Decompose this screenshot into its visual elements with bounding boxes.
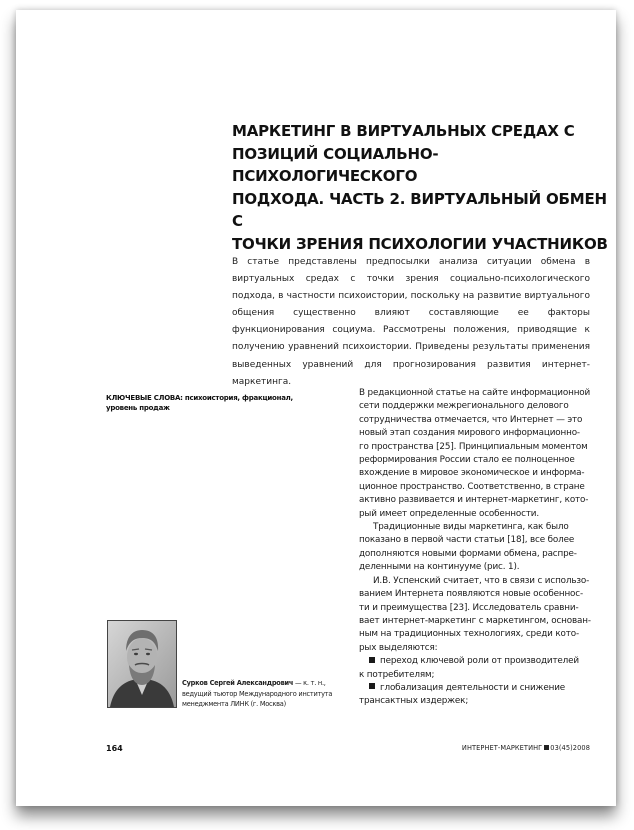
issue-number: 03(45)2008 [550,744,590,752]
body-line-text: к потребителям; [359,669,435,680]
body-line-text: трансактных издержек; [359,696,469,707]
body-line-text: рых выделяются: [359,642,438,653]
journal-page [16,10,616,806]
author-photo [107,620,177,708]
body-line-text: реформирования России стало ее полноценное [359,455,575,466]
article-body [359,387,595,709]
body-line-text: вает интернет-маркетинг с маркетингом, основан- [359,615,591,626]
body-line [359,534,595,547]
author-name: Сурков Сергей Александрович [182,679,294,687]
body-line-text: новый этап создания мирового информационно- [359,428,580,439]
body-line [359,602,595,615]
body-line [359,427,595,440]
body-line-text: рый имеет определенные особенности. [359,508,540,519]
body-line-text: ным на традиционных технологиях, среди кото- [359,629,580,640]
body-line-text: дополняются новыми формами обмена, распре- [359,548,577,559]
body-line-text: вхождение в мировое экономическое и информа- [359,468,585,479]
body-line-text: деленными на континууме (рис. 1). [359,562,520,573]
square-bullet-icon [544,745,549,750]
body-line-text: показано в первой части статьи [18], все более [359,535,575,546]
body-line-text: ванием Интернета появляются новые особеннос- [359,589,584,600]
body-line [359,467,595,480]
body-line [359,481,595,494]
body-line [359,454,595,467]
body-bullet-line [359,682,595,695]
body-line-text: го пространства [25]. Принципиальным моментом [359,441,588,452]
body-line [359,521,595,534]
square-bullet-icon [369,657,375,663]
body-line [359,494,595,507]
article-abstract: В статье представлены предпосылки анализа ситуации обмена в виртуальных средах с точки зрения социально-психологического подхода, в частности психоистории, поскольку на развитие виртуального общения существенно влияют составляющие ее факторы функционирования социума. Рассмотрены положения, приводящие к получению уравнений психоистории. Приведены результаты применения выведенных уравнений для прогнозирования развития интернет-маркетинга. [232,257,590,387]
running-footer [462,744,590,752]
body-line-text: активно развивается и интернет-маркетинг, кото- [359,495,589,506]
body-line-text: сети поддержки межрегионального делового [359,401,569,412]
body-line-text: В редакционной статье на сайте информационной [359,388,591,398]
body-line [359,561,595,574]
body-line [359,695,595,708]
body-line [359,628,595,641]
body-line [359,615,595,628]
body-line-text: И.В. Успенский считает, что в связи с использо- [373,575,590,586]
body-line-text: сотрудничества отмечается, что Интернет — это [359,414,583,425]
author-description: — к. т. н., ведущий тьютор Международного института менеджмента ЛИНК (г. Москва) [182,679,333,708]
body-line [359,642,595,655]
keywords-label: КЛЮЧЕВЫЕ СЛОВА: [106,394,183,402]
body-line-text: ционное пространство. Соответственно, в стране [359,481,585,492]
page-number: 164 [106,744,123,753]
keywords [106,393,326,413]
body-line [359,400,595,413]
body-line [359,575,595,588]
body-line [359,414,595,427]
title-line: ПОЗИЦИЙ СОЦИАЛЬНО-ПСИХОЛОГИЧЕСКОГО [232,144,439,185]
body-line [359,669,595,682]
body-line-text: глобализация деятельности и снижение [380,682,566,693]
square-bullet-icon [369,683,375,689]
journal-name: ИНТЕРНЕТ-МАРКЕТИНГ [461,744,543,752]
body-line-text: переход ключевой роли от производителей [380,656,579,667]
keywords-list: психоистория, фракционал, уровень продаж [106,394,293,412]
body-bullet-line [359,655,595,668]
body-line [359,387,595,400]
body-line-text: Традиционные виды маркетинга, как было [373,522,569,533]
body-line [359,548,595,561]
title-line: ТОЧКИ ЗРЕНИЯ ПСИХОЛОГИИ УЧАСТНИКОВ [232,234,608,253]
body-line [359,441,595,454]
title-line: ПОДХОДА. ЧАСТЬ 2. ВИРТУАЛЬНЫЙ ОБМЕН С [232,189,607,230]
body-line-text: ти и преимущества [23]. Исследователь сравни- [359,602,579,613]
body-line [359,588,595,601]
article-title [232,120,612,255]
author-info [182,678,342,710]
title-line: МАРКЕТИНГ В ВИРТУАЛЬНЫХ СРЕДАХ С [232,122,575,140]
body-line [359,508,595,521]
